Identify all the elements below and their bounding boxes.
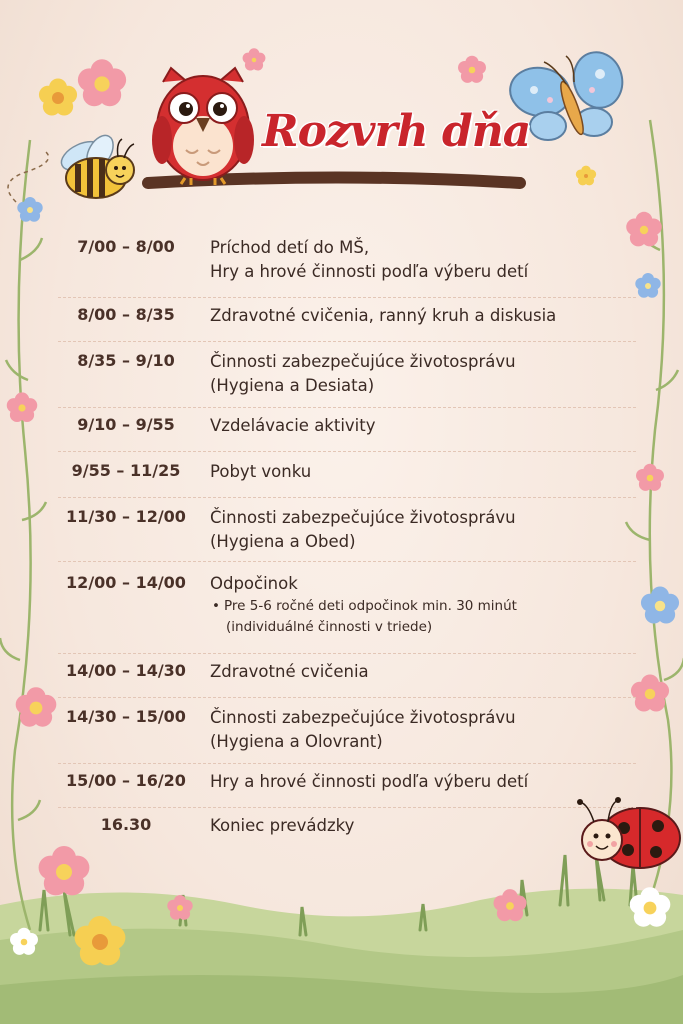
schedule-activity	[194, 770, 636, 794]
activity-note	[210, 596, 636, 638]
schedule-time: 9/55 – 11/25	[71, 461, 181, 480]
note-line	[212, 596, 636, 617]
schedule-row	[58, 764, 636, 808]
vine-left	[0, 140, 46, 930]
page-title: Rozvrh dňa	[262, 106, 531, 157]
schedule-row	[58, 698, 636, 764]
activity-line: Príchod detí do MŠ,	[210, 238, 370, 257]
schedule-row	[58, 498, 636, 562]
activity-line: (Hygiena a Olovrant)	[210, 732, 383, 751]
schedule-activity	[194, 460, 636, 484]
schedule-activity	[194, 506, 636, 554]
activity-line: Koniec prevádzky	[210, 816, 355, 835]
schedule-row	[58, 232, 636, 298]
activity-line: Činnosti zabezpečujúce životosprávu	[210, 508, 516, 527]
schedule-activity	[194, 350, 636, 398]
schedule-time: 8/00 – 8/35	[77, 305, 175, 324]
activity-line: (Hygiena a Obed)	[210, 532, 356, 551]
activity-line: Pobyt vonku	[210, 462, 312, 481]
schedule-activity	[194, 572, 636, 638]
schedule-row	[58, 408, 636, 452]
schedule-time: 14/00 – 14/30	[66, 661, 186, 680]
activity-line: Hry a hrové činnosti podľa výberu detí	[210, 262, 529, 281]
schedule-activity	[194, 304, 636, 328]
schedule-activity	[194, 414, 636, 438]
schedule-time: 16.30	[100, 815, 152, 834]
schedule-row	[58, 562, 636, 654]
note-text: Pre 5-6 ročné deti odpočinok min. 30 minút	[224, 598, 517, 614]
activity-line: Odpočinok	[210, 574, 298, 593]
activity-line: (Hygiena a Desiata)	[210, 376, 375, 395]
activity-line: Zdravotné cvičenia	[210, 662, 369, 681]
schedule-row	[58, 298, 636, 342]
activity-line: Zdravotné cvičenia, ranný kruh a diskusia	[210, 306, 557, 325]
schedule-activity	[194, 236, 636, 284]
schedule-activity	[194, 706, 636, 754]
schedule-table	[58, 232, 636, 852]
activity-line: Činnosti zabezpečujúce životosprávu	[210, 352, 516, 371]
schedule-time: 11/30 – 12/00	[66, 507, 186, 526]
note-line: (individuálné činnosti v triede)	[226, 619, 433, 635]
activity-line: Hry a hrové činnosti podľa výberu detí	[210, 772, 529, 791]
schedule-time: 14/30 – 15/00	[66, 707, 186, 726]
schedule-row	[58, 342, 636, 408]
schedule-row	[58, 654, 636, 698]
schedule-time: 12/00 – 14/00	[66, 573, 186, 592]
schedule-activity	[194, 814, 636, 838]
bullet-icon: •	[212, 598, 220, 614]
schedule-time: 8/35 – 9/10	[77, 351, 175, 370]
schedule-activity	[194, 660, 636, 684]
activity-line: Vzdelávacie aktivity	[210, 416, 376, 435]
schedule-row	[58, 808, 636, 852]
activity-line: Činnosti zabezpečujúce životosprávu	[210, 708, 516, 727]
schedule-row	[58, 452, 636, 498]
schedule-time: 9/10 – 9/55	[77, 415, 175, 434]
schedule-time: 15/00 – 16/20	[66, 771, 186, 790]
schedule-time: 7/00 – 8/00	[77, 237, 175, 256]
